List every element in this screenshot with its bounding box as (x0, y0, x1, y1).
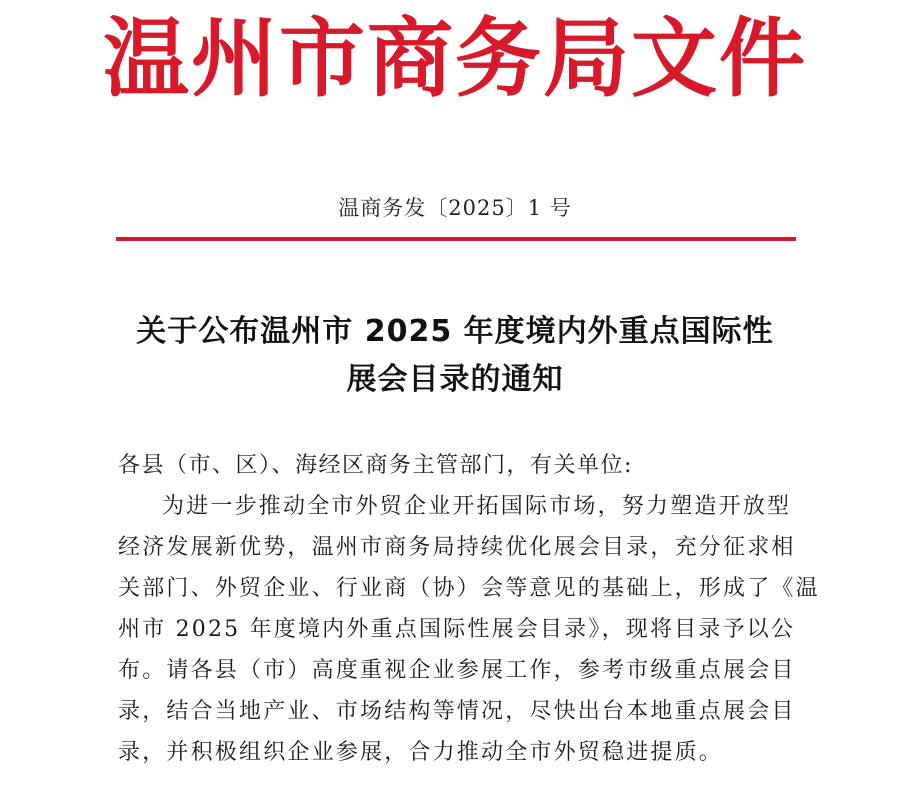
salutation: 各县（市、区）、海经区商务主管部门，有关单位: (118, 453, 633, 478)
red-divider-line (116, 237, 796, 241)
paragraph-line: 录，结合当地产业、市场结构等情况，尽快出台本地重点展会目 (118, 699, 796, 724)
notice-title (0, 308, 910, 404)
paragraph-line: 关部门、外贸企业、行业商（协）会等意见的基础上，形成了《温 (118, 576, 820, 601)
notice-title-line: 展会目录的通知 (346, 362, 564, 397)
notice-body (118, 445, 820, 773)
notice-title-line: 关于公布温州市 2025 年度境内外重点国际性 (136, 314, 774, 349)
document-number: 温商务发〔2025〕1 号 (338, 196, 572, 220)
masthead-title: 温州市商务局文件 (103, 9, 807, 109)
paragraph-line: 录，并积极组织企业参展，合力推动全市外贸稳进提质。 (118, 740, 724, 765)
paragraph-line: 布。请各县（市）高度重视企业参展工作，参考市级重点展会目 (118, 658, 796, 683)
paragraph-line: 经济发展新优势，温州市商务局持续优化展会目录，充分征求相 (118, 535, 796, 560)
paragraph-line: 州市 2025 年度境内外重点国际性展会目录》，现将目录予以公 (118, 617, 796, 642)
paragraph-line: 为进一步推动全市外贸企业开拓国际市场，努力塑造开放型 (162, 494, 792, 519)
